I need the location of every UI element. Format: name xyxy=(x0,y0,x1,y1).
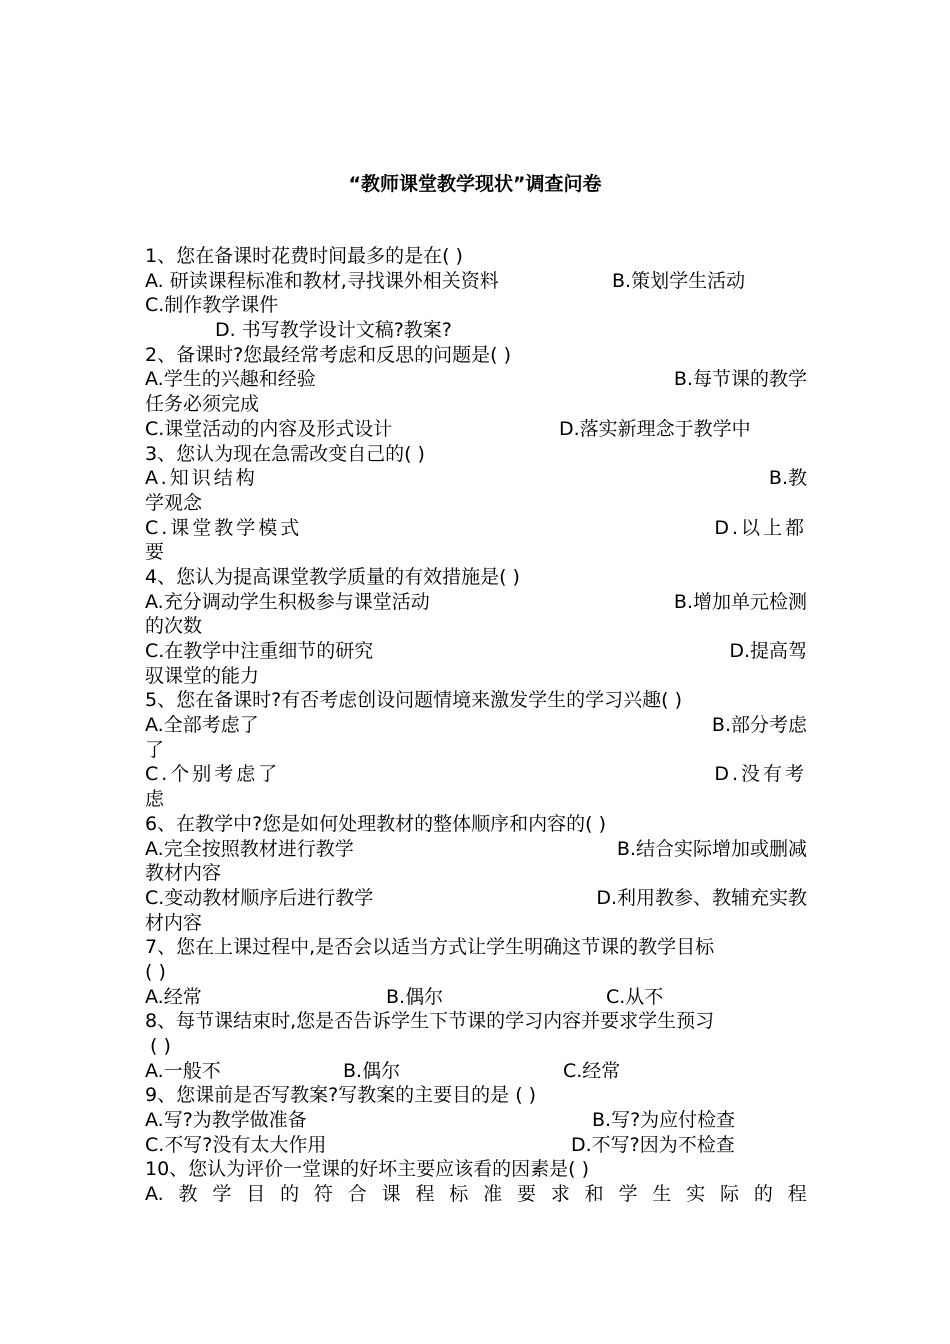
question-10 xyxy=(145,1157,807,1182)
question-3-options-row xyxy=(145,540,807,565)
page-title: “教师课堂教学现状”调查问卷 xyxy=(348,173,602,195)
option-c: C.个别考虑了 xyxy=(145,763,281,786)
question-4-options-row xyxy=(145,639,807,664)
option-b: B.部分考虑 xyxy=(711,714,807,737)
option-a-char: 和 xyxy=(584,1183,604,1206)
option-b: B.偶尔 xyxy=(343,1059,401,1082)
question-4-options-row xyxy=(145,664,807,689)
option-a-char: 准 xyxy=(483,1183,503,1206)
question-5-options-row xyxy=(145,738,807,763)
option-a: A.完全按照教材进行教学 xyxy=(145,837,354,860)
question-7-paren xyxy=(145,960,807,985)
option-a-char: 程 xyxy=(787,1183,807,1206)
option-a-char: 的 xyxy=(753,1183,773,1206)
option-b-continued: 的次数 xyxy=(145,615,203,638)
option-b: B.偶尔 xyxy=(386,985,444,1008)
option-c: C.经常 xyxy=(563,1059,621,1082)
question-6-options-row xyxy=(145,837,807,862)
question-1-options-row xyxy=(145,293,807,318)
option-d: D.没有考 xyxy=(714,763,807,786)
question-1 xyxy=(145,244,807,269)
option-d-continued: 驭课堂的能力 xyxy=(145,664,260,687)
option-a-char: 求 xyxy=(550,1183,570,1206)
option-d-continued: 要 xyxy=(145,541,165,564)
option-d: D.落实新理念于教学中 xyxy=(559,417,751,440)
option-c: C.制作教学课件 xyxy=(145,294,279,317)
option-a: A.写?为教学做准备 xyxy=(145,1109,307,1132)
question-text: 4、您认为提高课堂教学质量的有效措施是( ) xyxy=(145,565,520,588)
option-a: A.一般不 xyxy=(145,1059,221,1082)
question-text: 1、您在备课时花费时间最多的是在( ) xyxy=(145,245,463,267)
option-d: D.不写?因为不检查 xyxy=(571,1133,735,1156)
option-a-char: 的 xyxy=(280,1183,300,1206)
option-d: D.提高驾 xyxy=(729,640,807,662)
question-1-options-row xyxy=(145,269,807,294)
option-d: D.利用教参、教辅充实教 xyxy=(596,886,807,909)
question-text: 7、您在上课过程中,是否会以适当方式让学生明确这节课的教学目标 xyxy=(145,936,715,959)
option-a: A.经常 xyxy=(145,985,202,1008)
question-1-options-row xyxy=(145,318,807,343)
question-10-option-a xyxy=(145,1182,807,1207)
question-3-options-row xyxy=(145,466,807,491)
question-2 xyxy=(145,343,807,368)
option-a-char: 生 xyxy=(652,1183,672,1206)
option-a-char: 课 xyxy=(381,1183,401,1206)
option-a-char: 要 xyxy=(516,1183,536,1206)
option-a: A.全部考虑了 xyxy=(145,714,259,737)
answer-parentheses: ( ) xyxy=(150,1035,171,1057)
question-9-options-row xyxy=(145,1108,807,1133)
option-a-char: 际 xyxy=(720,1183,740,1206)
question-4-options-row xyxy=(145,614,807,639)
question-4-options-row xyxy=(145,590,807,615)
option-c: C.不写?没有太大作用 xyxy=(145,1133,327,1156)
option-b-continued: 学观念 xyxy=(145,491,203,514)
question-6 xyxy=(145,812,807,837)
question-text: 3、您认为现在急需改变自己的( ) xyxy=(145,442,425,465)
option-a-char: 实 xyxy=(686,1183,706,1206)
option-b-continued: 教材内容 xyxy=(145,862,222,885)
option-a-char: 合 xyxy=(347,1183,367,1206)
question-8-paren xyxy=(145,1034,807,1059)
question-text: 2、备课时?您最经常考虑和反思的问题是( ) xyxy=(145,343,512,366)
question-text: 9、您课前是否写教案?写教案的主要目的是 ( ) xyxy=(145,1084,537,1107)
question-5-options-row xyxy=(145,762,807,787)
option-a: A. 研读课程标准和教材,寻找课外相关资料 xyxy=(145,269,499,292)
question-5 xyxy=(145,688,807,713)
option-a-char: 符 xyxy=(313,1183,333,1206)
question-9 xyxy=(145,1083,807,1108)
question-7-options-row xyxy=(145,985,807,1010)
option-d: D.以上都 xyxy=(714,516,807,539)
option-b: B.结合实际增加或删减 xyxy=(616,837,807,860)
question-2-options-row xyxy=(145,367,807,392)
question-5-options-row xyxy=(145,787,807,812)
option-a-char: 目 xyxy=(246,1183,266,1206)
option-a: A.充分调动学生积极参与课堂活动 xyxy=(145,590,430,613)
question-7 xyxy=(145,935,807,960)
question-9-options-row xyxy=(145,1133,807,1158)
option-b-continued: 了 xyxy=(145,738,165,761)
question-3-options-row xyxy=(145,516,807,541)
question-4 xyxy=(145,565,807,590)
answer-parentheses: ( ) xyxy=(145,960,166,983)
option-b: B.教 xyxy=(768,467,807,490)
question-text: 5、您在备课时?有否考虑创设问题情境来激发学生的学习兴趣( ) xyxy=(145,689,683,712)
question-text: 8、每节课结束时,您是否告诉学生下节课的学习内容并要求学生预习 xyxy=(145,1010,715,1033)
question-3 xyxy=(145,442,807,467)
option-c: C.课堂活动的内容及形式设计 xyxy=(145,417,393,440)
option-a-char: A. xyxy=(145,1183,164,1206)
option-b: B.策划学生活动 xyxy=(612,269,746,292)
question-6-options-row xyxy=(145,886,807,911)
option-a-char: 教 xyxy=(178,1183,198,1206)
option-b: B.增加单元检测 xyxy=(673,590,807,613)
option-c: C.在教学中注重细节的研究 xyxy=(145,640,374,662)
option-c: C.变动教材顺序后进行教学 xyxy=(145,886,374,909)
question-5-options-row xyxy=(145,713,807,738)
option-a: A.知识结构 xyxy=(145,467,258,490)
option-a-char: 学 xyxy=(618,1183,638,1206)
option-c: C.从不 xyxy=(606,985,664,1008)
question-2-options-row xyxy=(145,392,807,417)
option-a: A.学生的兴趣和经验 xyxy=(145,368,316,391)
option-d-continued: 材内容 xyxy=(145,911,203,934)
question-8 xyxy=(145,1009,807,1034)
option-d-continued: 虑 xyxy=(145,788,165,811)
option-d: D. 书写教学设计文稿?教案? xyxy=(215,319,452,342)
question-2-options-row xyxy=(145,417,807,442)
question-3-options-row xyxy=(145,491,807,516)
question-text: 6、在教学中?您是如何处理教材的整体顺序和内容的( ) xyxy=(145,812,607,835)
option-b: B.每节课的教学 xyxy=(673,368,807,391)
question-6-options-row xyxy=(145,861,807,886)
question-text: 10、您认为评价一堂课的好坏主要应该看的因素是( ) xyxy=(145,1158,590,1181)
question-8-options-row xyxy=(145,1059,807,1084)
option-b: B.写?为应付检查 xyxy=(592,1109,736,1132)
option-a-char: 学 xyxy=(212,1183,232,1206)
option-a-char: 程 xyxy=(415,1183,435,1206)
question-6-options-row xyxy=(145,911,807,936)
option-c: C.课堂教学模式 xyxy=(145,516,303,539)
questionnaire-body xyxy=(145,244,807,1207)
option-b-continued: 任务必须完成 xyxy=(145,393,260,416)
option-a-char: 标 xyxy=(449,1183,469,1206)
